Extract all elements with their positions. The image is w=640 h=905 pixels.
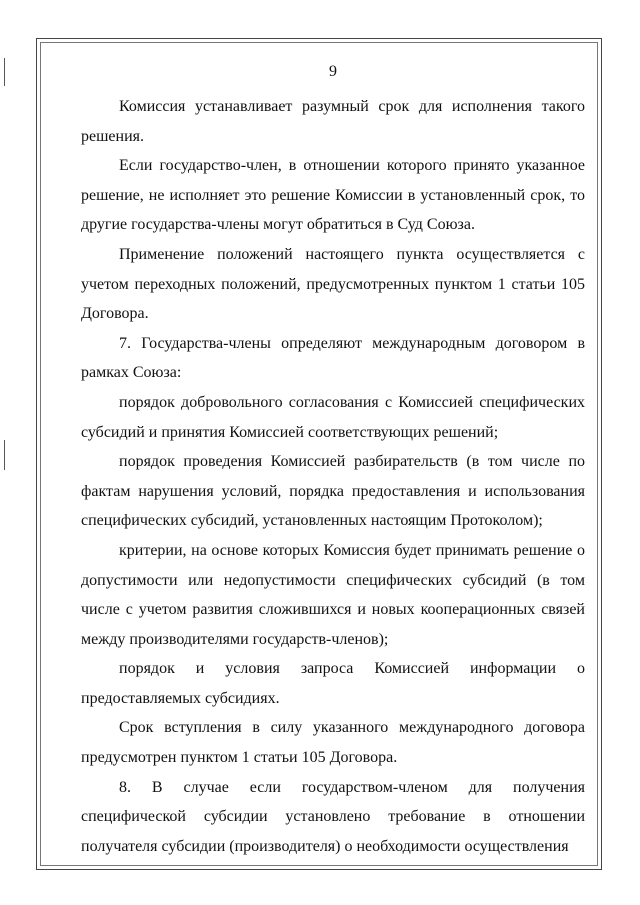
paragraph: порядок добровольного согласования с Комиссией специфических субсидий и принятия Комиссией соответствующих решений; — [81, 393, 585, 441]
scan-edge-mark — [4, 440, 5, 470]
paragraph: критерии, на основе которых Комиссия будет принимать решение о допустимости или недопустимости специфических субсидий (в том числе с учетом развития сложившихся и новых кооперационных связей между производителями государств-членов); — [81, 541, 585, 648]
page-number: 9 — [329, 63, 337, 80]
paragraph: Применение положений настоящего пункта осуществляется с учетом переходных положений, предусмотренных пунктом 1 статьи 105 Договора. — [81, 245, 585, 323]
paragraph: порядок и условия запроса Комиссией информации о предоставляемых субсидиях. — [81, 660, 585, 707]
paragraph: порядок проведения Комиссией разбирательств (в том числе по фактам нарушения условий, порядка предоставления и использования специфических субсидий, установленных настоящим Протоколом); — [81, 453, 585, 530]
paragraph: 8. В случае если государством-членом для получения специфической субсидии установлено требование в отношении получателя субсидии (производителя) о необходимости осуществления — [81, 778, 585, 855]
paragraph: Если государство-член, в отношении которого принято указанное решение, не исполняет это решение Комиссии в установленный срок, то другие государства-члены могут обратиться в Суд Союза. — [81, 157, 585, 234]
scan-edge-mark — [4, 58, 5, 86]
paragraph: Срок вступления в силу указанного международного договора предусмотрен пунктом 1 статьи 105 Договора. — [81, 719, 585, 767]
document-body — [81, 60, 585, 861]
paragraph: 7. Государства-члены определяют международным договором в рамках Союза: — [81, 334, 585, 382]
paragraph: Комиссия устанавливает разумный срок для исполнения такого решения. — [81, 98, 585, 145]
